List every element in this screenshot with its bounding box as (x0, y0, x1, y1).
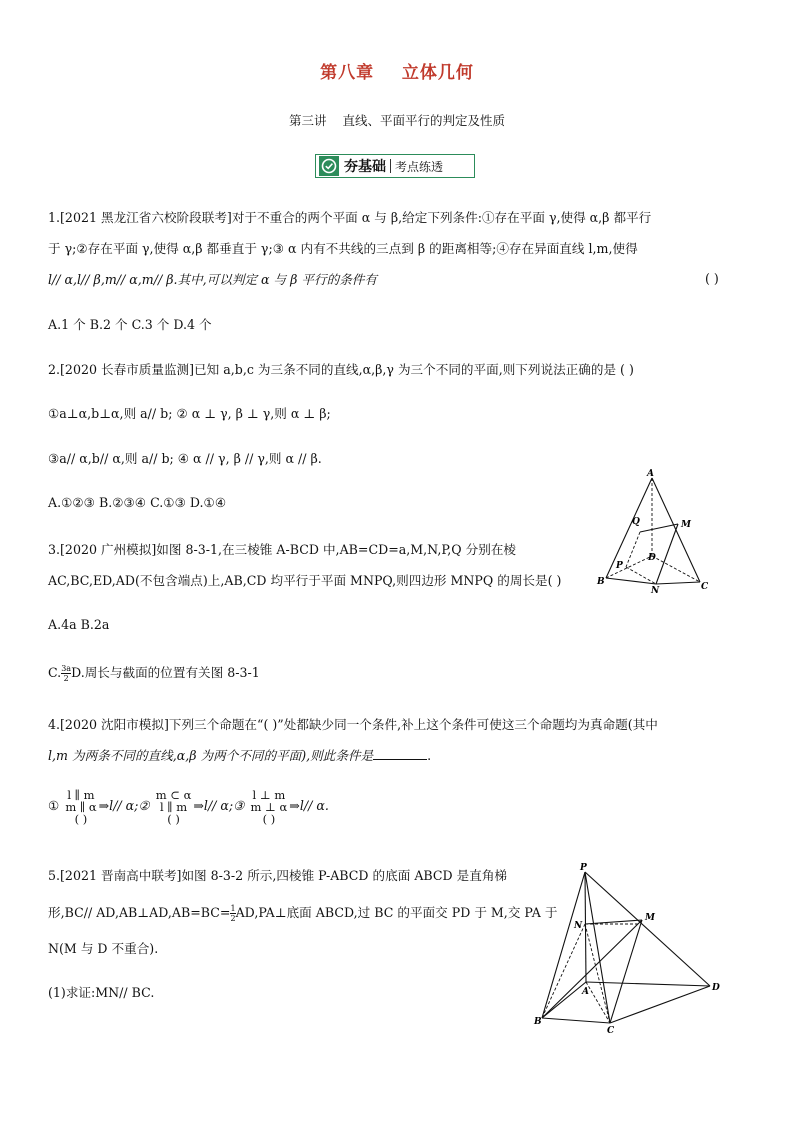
q5-line-2 (48, 904, 557, 923)
q4-cond-2 (156, 789, 192, 825)
q1-line-3: l// α,l// β,m// α,m// β.其中,可以判定 α 与 β 平行的条件有 (48, 272, 377, 287)
cond-2-line-b: l ∥ m (159, 799, 188, 814)
q3-options-cd (48, 664, 260, 683)
edge-nc (656, 582, 700, 584)
q3-line-2: AC,BC,ED,AD(不包含端点)上,AB,CD 均平行于平面 MNPQ,则四边形 MNPQ 的周长是( ) (48, 573, 562, 588)
q5-line-4: (1)求证:MN// BC. (48, 985, 155, 1000)
label-b: B (597, 577, 605, 587)
edge-pb (542, 872, 585, 1018)
edge-mn (656, 524, 678, 584)
edge-bd-hidden (606, 556, 652, 578)
q4-c1-mark: ① (48, 798, 60, 813)
q5-line-1: 5.[2021 晋南高中联考]如图 8-3-2 所示,四棱锥 P-ABCD 的底面 ABCD 是直角梯 (48, 868, 508, 883)
label-n: N (574, 921, 583, 931)
edge-pc (585, 872, 610, 1023)
frac-numerator: 1 (230, 904, 236, 913)
q4-line-2-end: . (427, 748, 432, 763)
frac-numerator: 3a (61, 664, 72, 673)
q4-c2-result: ⇒l// α;③ (193, 798, 245, 813)
q4-conditions (48, 788, 329, 825)
q2-line-2: ①a⊥α,b⊥α,则 a// b; ② α ⊥ γ, β ⊥ γ,则 α ⊥ β; (48, 406, 331, 421)
q4-answer-blank (373, 747, 427, 760)
label-a: A (647, 469, 654, 479)
chapter-title: 第八章 立体几何 (320, 63, 474, 83)
badge-main-label: 夯基础 (344, 159, 386, 175)
q1-options: A.1 个 B.2 个 C.3 个 D.4 个 (48, 317, 212, 332)
edge-bc (542, 1018, 610, 1023)
label-c: C (607, 1026, 615, 1036)
q3-option-d-text: D.周长与截面的位置有关图 8-3-1 (71, 665, 260, 680)
q1-line-2: 于 γ;②存在平面 γ,使得 α,β 都垂直于 γ;③ α 内有不共线的三点到 β 的距离相等;④存在异面直线 l,m,使得 (48, 241, 638, 256)
frac-denominator: 2 (63, 674, 69, 683)
q2-line-1: 2.[2020 长春市质量监测]已知 a,b,c 为三条不同的直线,α,β,γ 为三个不同的平面,则下列说法正确的是 ( ) (48, 362, 634, 377)
check-circle-icon (319, 156, 339, 176)
q3-line-1: 3.[2020 广州模拟]如图 8-3-1,在三棱锥 A-BCD 中,AB=CD=a,M,N,P,Q 分别在棱 (48, 542, 517, 557)
q5-line-2-post: AD,PA⊥底面 ABCD,过 BC 的平面交 PD 于 M,交 PA 于 (235, 905, 558, 920)
q3-options-ab: A.4a B.2a (48, 617, 110, 632)
q2-line-3: ③a// α,b// α,则 a// b; ④ α // γ, β // γ,则 α // β. (48, 451, 322, 466)
edge-pa (585, 872, 586, 982)
q2-options: A.①②③ B.②③④ C.①③ D.①④ (48, 495, 227, 510)
edge-ba (542, 982, 586, 1018)
q1-answer-paren: ( ) (705, 271, 719, 286)
label-q: Q (632, 517, 640, 527)
cond-1-line-a: l ∥ m (67, 787, 95, 802)
q4-line-1: 4.[2020 沈阳市模拟]下列三个命题在“( )”处都缺少同一个条件,补上这个条件可使这三个命题均为真命题(其中 (48, 717, 658, 732)
cond-2-line-c: ( ) (167, 811, 180, 826)
cond-3-line-a: l ⊥ m (252, 787, 286, 802)
label-p: P (616, 561, 623, 571)
q5-line-3: N(M 与 D 不重合). (48, 941, 159, 956)
edge-dc-hidden (652, 556, 700, 582)
figure-8-3-2 (530, 858, 730, 1038)
edge-nc-hidden (585, 924, 610, 1023)
edge-bn (606, 578, 656, 584)
q3-option-c-prefix: C. (48, 665, 62, 680)
label-a: A (582, 987, 589, 997)
label-d: D (712, 983, 720, 993)
edge-nb-hidden (542, 924, 585, 1018)
figure-8-3-1 (594, 466, 712, 594)
lesson-title: 第三讲 直线、平面平行的判定及性质 (289, 113, 505, 128)
label-c: C (701, 582, 709, 592)
label-n: N (651, 586, 660, 594)
label-d: D (648, 553, 656, 563)
cond-1-line-c: ( ) (74, 811, 88, 826)
badge-sub-label: 考点练透 (395, 159, 444, 174)
edge-pd (585, 872, 710, 986)
edge-ab (606, 478, 652, 578)
q4-line-2-text: l,m 为两条不同的直线,α,β 为两个不同的平面),则此条件是 (48, 748, 374, 763)
cond-2-line-a: m ⊂ α (155, 787, 192, 802)
q4-c1-result: ⇒l// α;② (98, 798, 150, 813)
frac-denominator: 2 (230, 914, 236, 923)
label-p: P (580, 863, 587, 873)
badge-separator (390, 159, 391, 173)
q3-option-c-fraction (61, 664, 71, 683)
label-m: M (681, 520, 691, 530)
q4-cond-3 (250, 789, 287, 825)
q4-c3-result: ⇒l// α. (289, 798, 329, 813)
label-m: M (645, 913, 655, 923)
q4-line-2 (48, 747, 431, 765)
q1-line-1: 1.[2021 黑龙江省六校阶段联考]对于不重合的两个平面 α 与 β,给定下列条件:①存在平面 γ,使得 α,β 都平行 (48, 210, 652, 225)
q4-cond-1 (65, 789, 96, 825)
edge-qp-hidden (626, 532, 640, 567)
edge-qm (640, 524, 678, 532)
cond-3-line-c: ( ) (262, 811, 276, 826)
label-b: B (534, 1017, 542, 1027)
q5-line-2-pre: 形,BC// AD,AB⊥AD,AB=BC= (48, 905, 231, 920)
edge-ad (586, 982, 710, 986)
section-badge (315, 154, 475, 178)
cond-1-line-b: m ∥ α (65, 799, 97, 814)
edge-cd (610, 986, 710, 1023)
cond-3-line-b: m ⊥ α (250, 799, 288, 814)
